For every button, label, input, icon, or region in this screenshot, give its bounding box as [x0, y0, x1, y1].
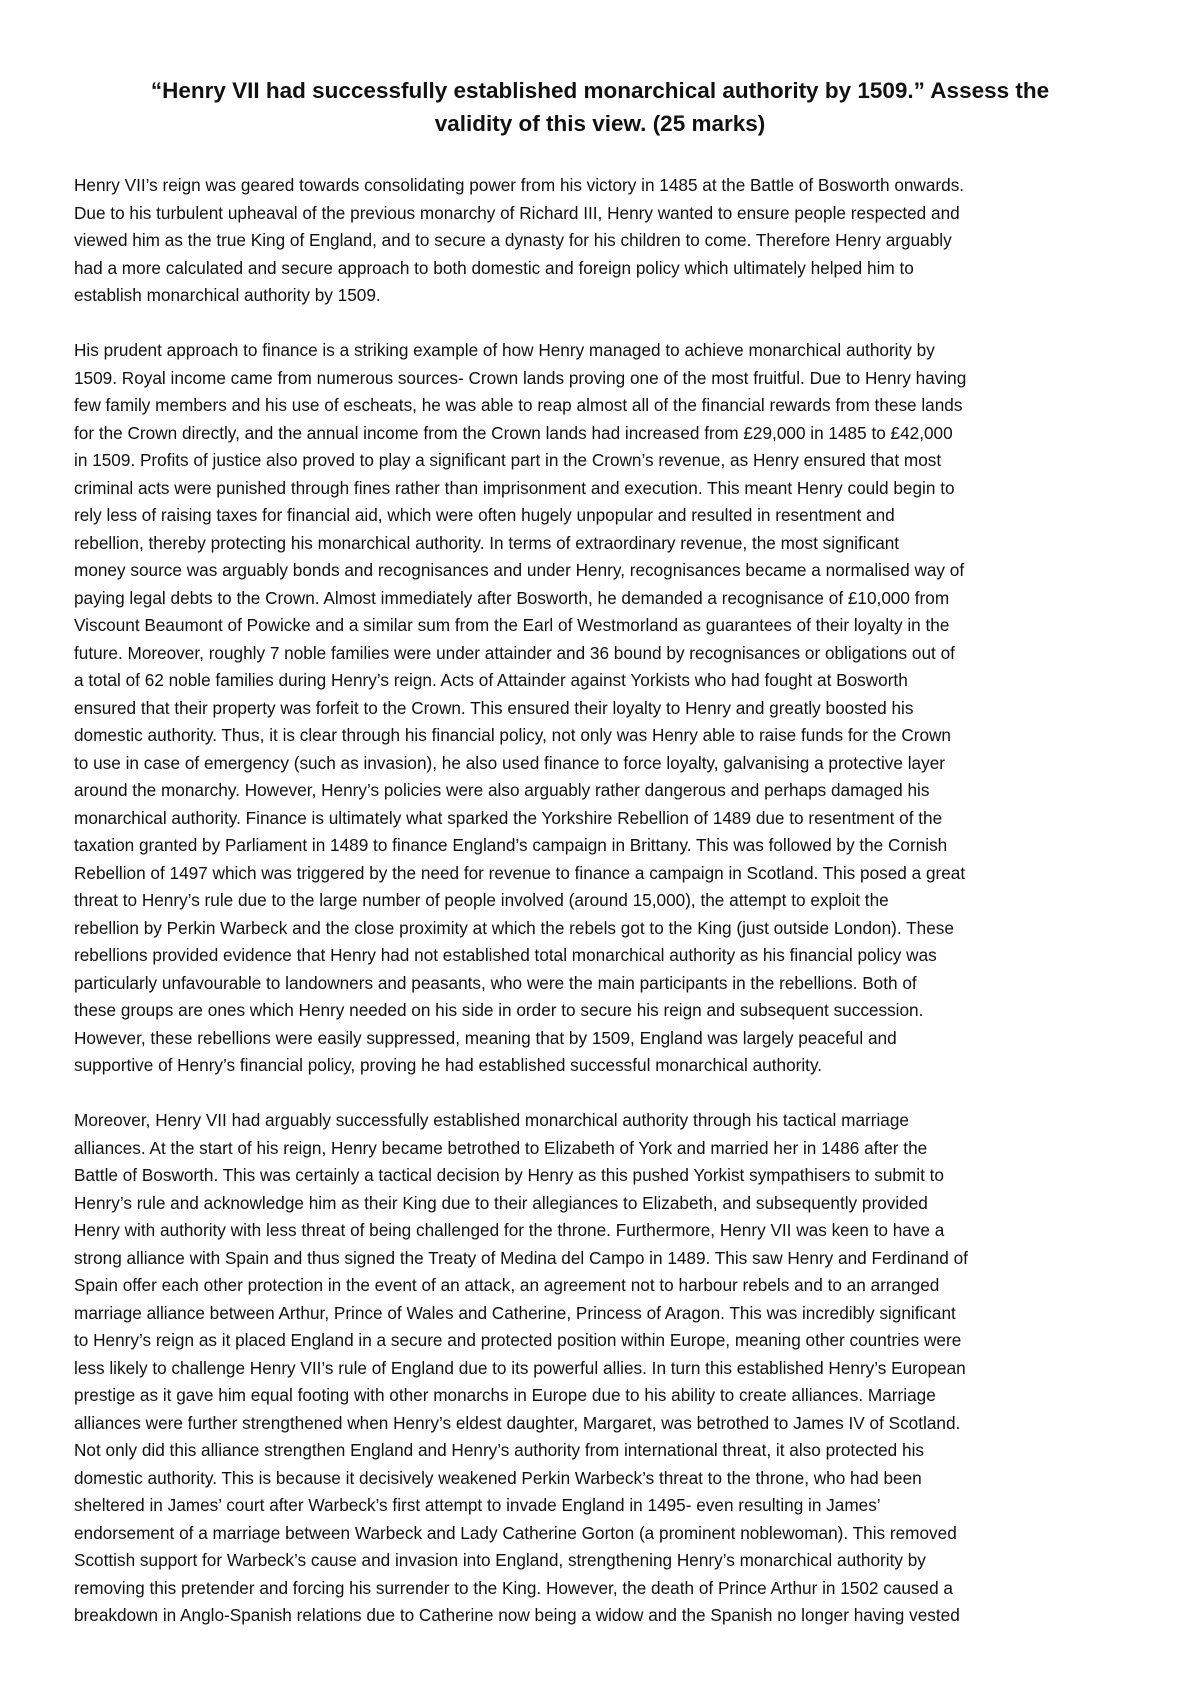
text-line: Henry with authority with less threat of being challenged for the throne. Furthermore, Henry VII was keen to have a: [74, 1220, 945, 1240]
text-line: paying legal debts to the Crown. Almost immediately after Bosworth, he demanded a recognisance of £10,000 from: [74, 587, 950, 608]
text-line: endorsement of a marriage between Warbeck and Lady Catherine Gorton (a prominent noblewoman). This removed: [74, 1522, 957, 1543]
text-line: Henry VII’s reign was geared towards consolidating power from his victory in 1485 at the Battle of Bosworth onwards.: [74, 175, 965, 195]
text-line: few family members and his use of escheats, he was able to reap almost all of the financial rewards from these lands: [74, 395, 963, 415]
text-line: rebellion by Perkin Warbeck and the close proximity at which the rebels got to the King (just outside London). These: [74, 917, 954, 938]
text-line: breakdown in Anglo-Spanish relations due to Catherine now being a widow and the Spanish no longer having vested: [74, 1605, 960, 1625]
text-line: His prudent approach to finance is a striking example of how Henry managed to achieve monarchical authority by: [74, 340, 935, 360]
text-line: Not only did this alliance strengthen England and Henry’s authority from international threat, it also protected his: [74, 1440, 924, 1460]
paragraph-marriage-alliances: [74, 1107, 1128, 1630]
text-line: prestige as it gave him equal footing with other monarchs in Europe due to his ability to create alliances. Marriage: [74, 1385, 936, 1405]
text-line: rebellion, thereby protecting his monarchical authority. In terms of extraordinary revenue, the most significant: [74, 532, 900, 553]
text-line: establish monarchical authority by 1509.: [74, 285, 381, 305]
text-line: around the monarchy. However, Henry’s policies were also arguably rather dangerous and perhaps damaged his: [74, 780, 930, 800]
text-line: marriage alliance between Arthur, Prince of Wales and Catherine, Princess of Aragon. This was incredibly significant: [74, 1302, 956, 1323]
paragraph-introduction: [74, 172, 1128, 310]
text-line: rely less of raising taxes for financial aid, which were often hugely unpopular and resulted in resentment and: [74, 505, 895, 525]
title-line: “Henry VII had successfully established monarchical authority by 1509.” Assess the: [150, 78, 1050, 103]
text-line: these groups are ones which Henry needed on his side in order to secure his reign and subsequent succession.: [74, 1000, 924, 1020]
paragraph-finance: [74, 337, 1128, 1080]
text-line: future. Moreover, roughly 7 noble families were under attainder and 36 bound by recognisances or obligations out of: [74, 642, 955, 663]
text-line: monarchical authority. Finance is ultimately what sparked the Yorkshire Rebellion of 1489 due to resentment of the: [74, 807, 943, 828]
essay-title: [110, 74, 1090, 140]
text-line: strong alliance with Spain and thus signed the Treaty of Medina del Campo in 1489. This saw Henry and Ferdinand of: [74, 1247, 968, 1268]
text-line: a total of 62 noble families during Henry’s reign. Acts of Attainder against Yorkists who had fought at Bosworth: [74, 670, 908, 690]
text-line: money source was arguably bonds and recognisances and under Henry, recognisances became a normalised way of: [74, 560, 965, 580]
text-line: removing this pretender and forcing his surrender to the King. However, the death of Prince Arthur in 1502 caused a: [74, 1577, 953, 1598]
text-line: However, these rebellions were easily suppressed, meaning that by 1509, England was largely peaceful and: [74, 1027, 897, 1048]
text-line: viewed him as the true King of England, and to secure a dynasty for his children to come. Therefore Henry arguably: [74, 230, 952, 250]
text-line: Scottish support for Warbeck’s cause and invasion into England, strengthening Henry’s monarchical authority by: [74, 1550, 926, 1570]
text-line: in 1509. Profits of justice also proved to play a significant part in the Crown’s revenue, as Henry ensured that most: [74, 450, 942, 470]
text-line: Battle of Bosworth. This was certainly a tactical decision by Henry as this pushed Yorkist sympathisers to submit to: [74, 1165, 944, 1185]
text-line: Moreover, Henry VII had arguably successfully established monarchical authority through his tactical marriage: [74, 1110, 909, 1130]
title-line: validity of this view. (25 marks): [434, 111, 766, 136]
text-line: criminal acts were punished through fines rather than imprisonment and execution. This meant Henry could begin to: [74, 477, 955, 498]
text-line: Henry’s rule and acknowledge him as their King due to their allegiances to Elizabeth, and subsequently provided: [74, 1192, 928, 1213]
text-line: 1509. Royal income came from numerous sources- Crown lands proving one of the most fruitful. Due to Henry having: [74, 367, 967, 388]
text-line: had a more calculated and secure approach to both domestic and foreign policy which ultimately helped him to: [74, 257, 914, 278]
text-line: alliances. At the start of his reign, Henry became betrothed to Elizabeth of York and married her in 1486 after the: [74, 1137, 928, 1158]
text-line: less likely to challenge Henry VII’s rule of England due to its powerful allies. In turn this established Henry’s European: [74, 1357, 966, 1378]
text-line: domestic authority. Thus, it is clear through his financial policy, not only was Henry able to raise funds for the Crown: [74, 725, 951, 745]
text-line: Viscount Beaumont of Powicke and a similar sum from the Earl of Westmorland as guarantees of their loyalty in the: [74, 615, 950, 635]
text-line: to use in case of emergency (such as invasion), he also used finance to force loyalty, galvanising a protective layer: [74, 752, 945, 773]
text-line: supportive of Henry’s financial policy, proving he had established successful monarchical authority.: [74, 1055, 823, 1075]
text-line: Due to his turbulent upheaval of the previous monarchy of Richard III, Henry wanted to ensure people respected and: [74, 202, 960, 223]
text-line: threat to Henry’s rule due to the large number of people involved (around 15,000), the attempt to exploit the: [74, 890, 889, 910]
essay-body: [74, 172, 1128, 1657]
text-line: Spain offer each other protection in the event of an attack, an agreement not to harbour rebels and to an arranged: [74, 1275, 940, 1295]
text-line: domestic authority. This is because it decisively weakened Perkin Warbeck’s threat to the throne, who had been: [74, 1467, 922, 1488]
text-line: taxation granted by Parliament in 1489 to finance England’s campaign in Brittany. This was followed by the Cornish: [74, 835, 948, 855]
text-line: ensured that their property was forfeit to the Crown. This ensured their loyalty to Henry and greatly boosted his: [74, 697, 914, 718]
text-line: Rebellion of 1497 which was triggered by the need for revenue to finance a campaign in Scotland. This posed a great: [74, 862, 966, 883]
text-line: for the Crown directly, and the annual income from the Crown lands had increased from £29,000 in 1485 to £42,000: [74, 422, 953, 443]
text-line: rebellions provided evidence that Henry had not established total monarchical authority as his financial policy was: [74, 945, 937, 965]
text-line: sheltered in James’ court after Warbeck’s first attempt to invade England in 1495- even resulting in James’: [74, 1495, 881, 1515]
text-line: alliances were further strengthened when Henry’s eldest daughter, Margaret, was betrothed to James IV of Scotland.: [74, 1412, 961, 1433]
text-line: particularly unfavourable to landowners and peasants, who were the main participants in the rebellions. Both of: [74, 972, 917, 993]
text-line: to Henry’s reign as it placed England in a secure and protected position within Europe, meaning other countries were: [74, 1330, 962, 1350]
